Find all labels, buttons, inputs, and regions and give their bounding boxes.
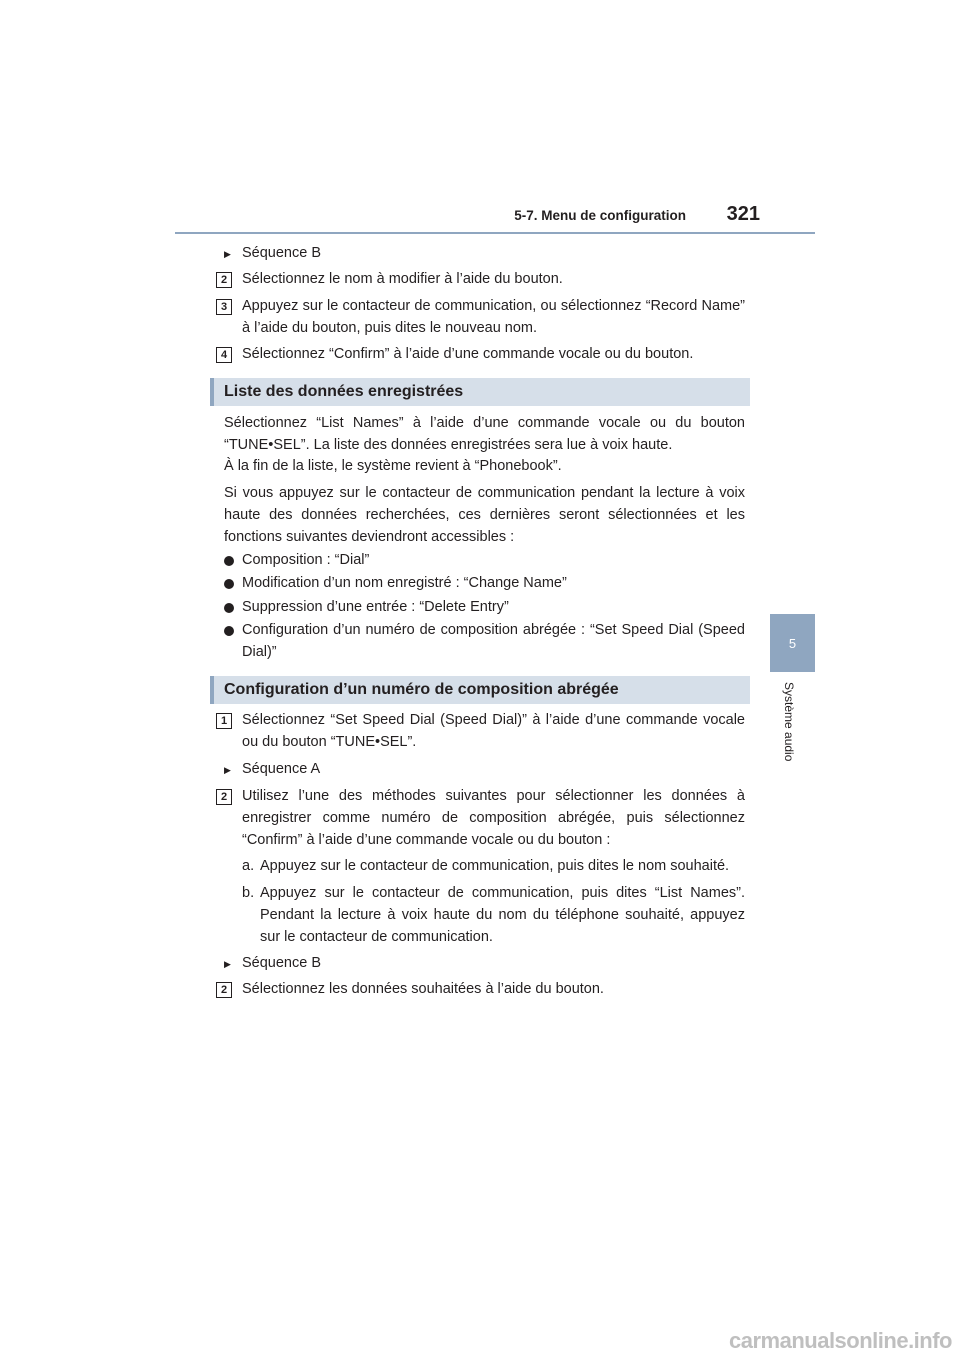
bullet-icon xyxy=(224,603,234,613)
list-item: Configuration d’un numéro de composition abrégée : “Set Speed Dial (Speed Dial)” xyxy=(224,620,745,664)
step-number: 2 xyxy=(216,789,232,805)
section-header-title: 5-7. Menu de configuration xyxy=(514,208,686,223)
step-number: 2 xyxy=(216,272,232,288)
page-number: 321 xyxy=(726,203,760,225)
paragraph: Sélectionnez “List Names” à l’aide d’une commande vocale ou du bouton “TUNE•SEL”. La liste des données enregistrées sera lue à voix haute. xyxy=(224,415,745,453)
step-number: 2 xyxy=(216,982,232,998)
sequence-a-heading: ▶ Séquence A xyxy=(224,759,320,782)
step-number: 1 xyxy=(216,713,232,729)
step-text: Sélectionnez le nom à modifier à l’aide du bouton. xyxy=(242,271,563,287)
list-item: Modification d’un nom enregistré : “Change Name” xyxy=(224,573,745,595)
bullet-icon xyxy=(224,556,234,566)
header-divider xyxy=(175,232,815,234)
triangle-right-icon: ▶ xyxy=(224,959,231,969)
chapter-tab xyxy=(770,614,815,672)
list-item: Suppression d’une entrée : “Delete Entry” xyxy=(224,597,745,619)
chapter-label: Système audio xyxy=(782,682,796,762)
chapter-number: 5 xyxy=(788,635,797,651)
option-item: a. Appuyez sur le contacteur de communication, puis dites le nom souhaité. xyxy=(242,858,730,874)
step-text: Sélectionnez les données souhaitées à l’aide du bouton. xyxy=(242,981,604,997)
paragraph: Si vous appuyez sur le contacteur de communication pendant la lecture à voix haute des données recherchées, ces dernières seront sélectionnées et les fonctions suivantes deviendront accessibles : xyxy=(224,485,745,545)
section-heading-list: Liste des données enregistrées xyxy=(210,378,750,406)
step-text: Sélectionnez “Set Speed Dial (Speed Dial)” à l’aide d’une commande vocale ou du bouton “TUNE•SEL”. xyxy=(242,712,745,750)
step-text: Sélectionnez “Confirm” à l’aide d’une commande vocale ou du bouton. xyxy=(242,346,694,362)
sequence-b-heading: ▶ Séquence B xyxy=(224,953,321,976)
watermark: carmanualsonline.info xyxy=(729,1328,952,1353)
triangle-right-icon: ▶ xyxy=(224,765,231,775)
section-heading-speed-dial: Configuration d’un numéro de composition abrégée xyxy=(210,676,750,704)
paragraph: À la fin de la liste, le système revient à “Phonebook”. xyxy=(224,458,562,474)
step-number: 4 xyxy=(216,347,232,363)
bullet-icon xyxy=(224,579,234,589)
list-item: Composition : “Dial” xyxy=(224,550,745,572)
sequence-b-heading: ▶ Séquence B xyxy=(224,243,321,266)
step-number: 3 xyxy=(216,299,232,315)
bullet-icon xyxy=(224,626,234,636)
option-item: b. Appuyez sur le contacteur de communication, puis dites “List Names”. Pendant la lecture à voix haute du nom du téléphone souhaité, appuyez sur le contacteur de communication. xyxy=(242,885,745,945)
step-text: Appuyez sur le contacteur de communication, ou sélectionnez “Record Name” à l’aide du bouton, puis dites le nouveau nom. xyxy=(242,298,745,336)
triangle-right-icon: ▶ xyxy=(224,249,231,259)
step-text: Utilisez l’une des méthodes suivantes pour sélectionner les données à enregistrer comme numéro de composition abrégée, puis sélectionnez “Confirm” à l’aide d’une commande vocale ou du bouton : xyxy=(242,788,745,848)
